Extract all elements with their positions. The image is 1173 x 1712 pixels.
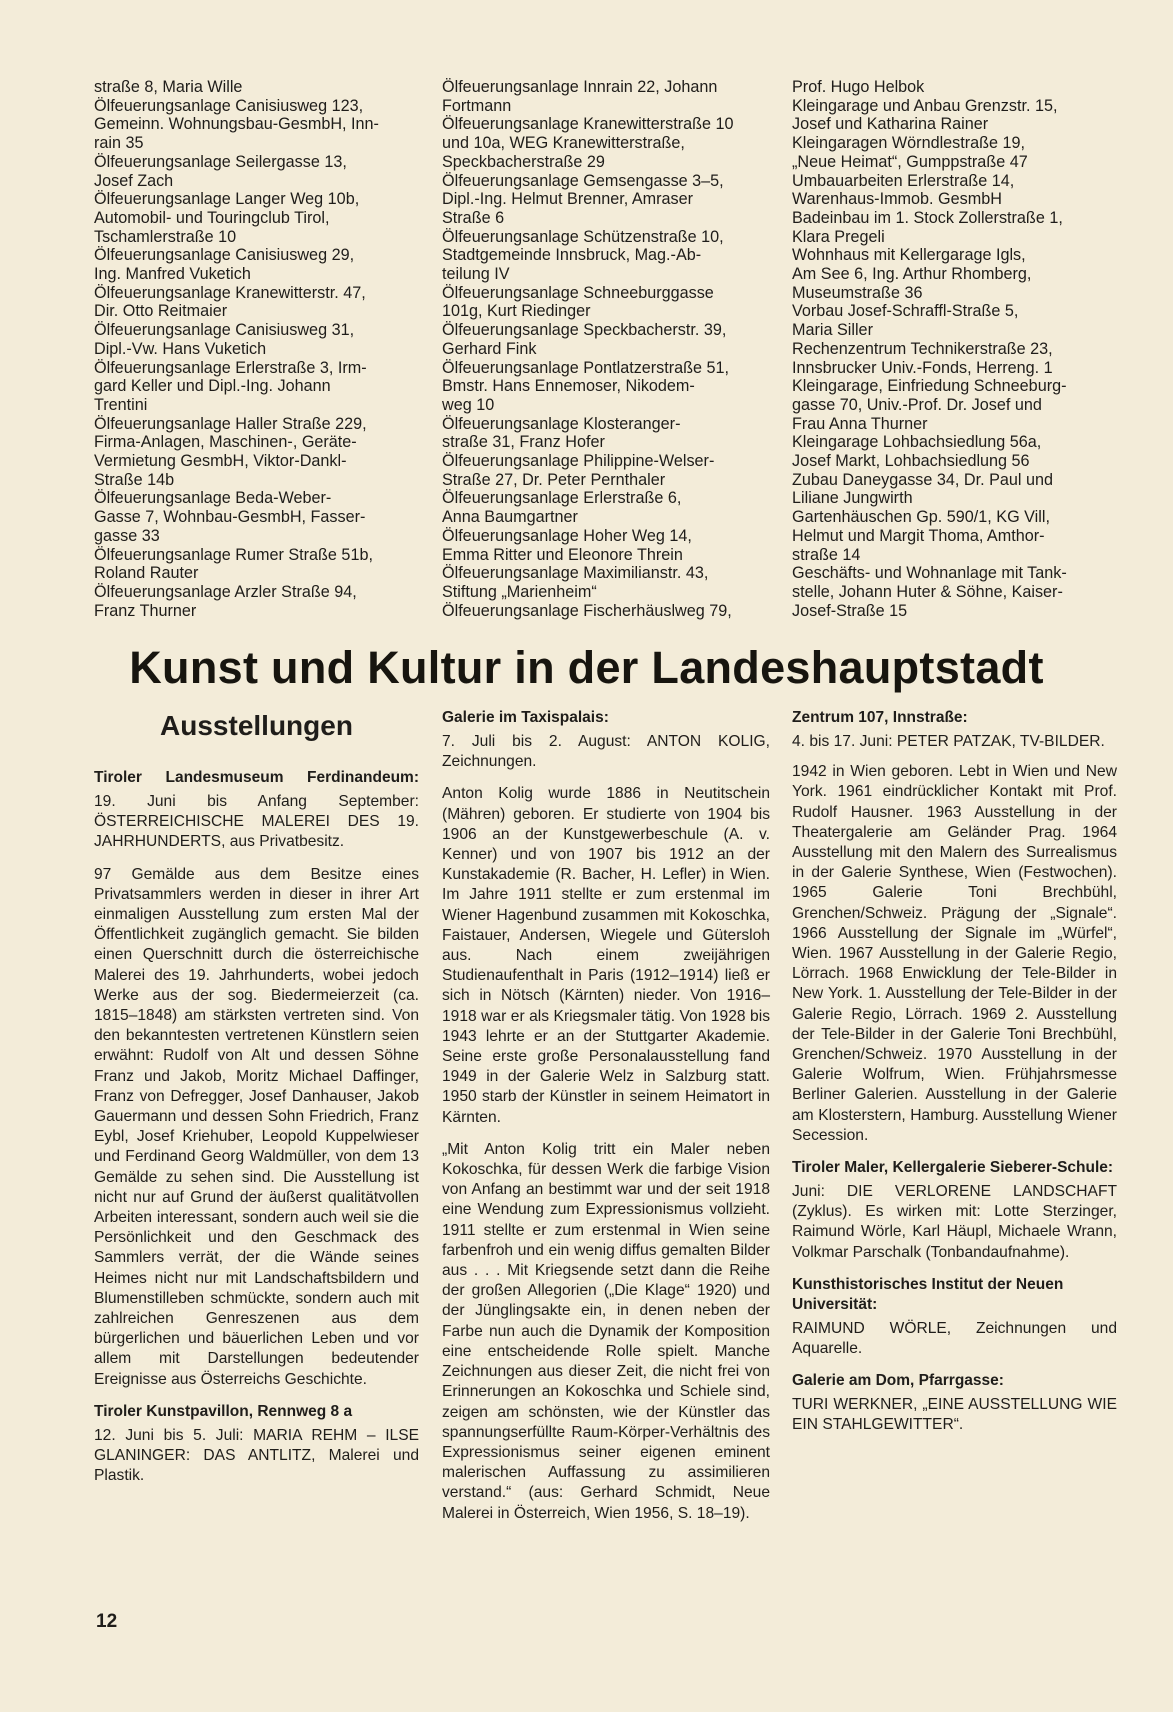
list-line: Kleingaragen Wörndlestraße 19, [792,134,1026,153]
list-line: Liliane Jungwirth [792,489,913,508]
list-line: Gemeinn. Wohnungsbau-GesmbH, Inn- [94,115,379,134]
list-line: Rechenzentrum Technikerstraße 23, [792,339,1053,358]
list-line: Ölfeuerungsanlage Erlerstraße 6, [442,489,682,508]
list-line: Stadtgemeinde Innsbruck, Mag.-Ab- [442,246,702,265]
list-line: Firma-Anlagen, Maschinen-, Geräte- [94,433,357,452]
list-line: Kleingarage, Einfriedung Schneeburg- [792,377,1067,396]
list-line: Dipl.-Vw. Hans Vuketich [94,339,267,358]
list-line: Ölfeuerungsanlage Langer Weg 10b, [94,190,360,209]
list-line: weg 10 [442,395,495,414]
list-line: Kleingarage und Anbau Grenzstr. 15, [792,96,1058,115]
list-line: Zubau Daneygasse 34, Dr. Paul und [792,470,1053,489]
list-line: Ölfeuerungsanlage Canisiusweg 123, [94,96,364,115]
list-line: Ölfeuerungsanlage Innrain 22, Johann [442,78,718,96]
zentrum-heading: Zentrum 107, Innstraße: [792,709,968,726]
list-line: Ölfeuerungsanlage Speckbacherstr. 39, [442,321,727,340]
list-line: Helmut und Margit Thoma, Amthor- [792,526,1045,545]
list-line: Trentini [94,395,148,414]
article-column-1 [94,708,419,1497]
list-line: gasse 33 [94,526,160,545]
kunstpavillon-body: 12. Juni bis 5. Juli: MARIA REHM – ILSE GLANINGER: DAS ANTLITZ, Malerei und Plastik. [94,1426,419,1485]
page-number: 12 [96,1611,118,1632]
list-line: Josef Zach [94,171,174,190]
list-line: Vorbau Josef-Schraffl-Straße 5, [792,302,1019,321]
kellergalerie-heading: Tiroler Maler, Kellergalerie Sieberer-Schule: [792,1159,1114,1177]
list-line: Ölfeuerungsanlage Canisiusweg 31, [94,321,355,340]
list-line: Ing. Manfred Vuketich [94,265,251,284]
list-line: Am See 6, Ing. Arthur Rhomberg, [792,265,1032,284]
list-line: Ölfeuerungsanlage Beda-Weber- [94,489,332,508]
list-line: Frau Anna Thurner [792,414,928,433]
list-line: Dir. Otto Reitmaier [94,302,228,321]
list-line: 101g, Kurt Riedinger [442,302,591,321]
list-line: Badeinbau im 1. Stock Zollerstraße 1, [792,208,1063,227]
list-line: Tschamlerstraße 10 [94,227,237,246]
list-line: Straße 27, Dr. Peter Pernthaler [442,470,666,489]
list-line: Museumstraße 36 [792,283,923,302]
list-line: Innsbrucker Univ.-Fonds, Herreng. 1 [792,358,1053,377]
list-line: gard Keller und Dipl.-Ing. Johann [94,377,331,396]
list-line: Josef-Straße 15 [792,601,908,620]
list-line: Prof. Hugo Helbok [792,78,925,96]
list-line: Dipl.-Ing. Helmut Brenner, Amraser [442,190,693,209]
list-line: stelle, Johann Huter & Söhne, Kaiser- [792,582,1063,601]
list-line: Roland Rauter [94,564,199,583]
list-line: Warenhaus-Immob. GesmbH [792,190,1002,209]
list-line: Maria Siller [792,321,873,340]
list-line: rain 35 [94,134,144,153]
list-line: Ölfeuerungsanlage Kranewitterstraße 10 [442,115,734,134]
list-line: Ölfeuerungsanlage Pontlatzerstraße 51, [442,358,730,377]
list-line: Vermietung GesmbH, Viktor-Dankl- [94,452,347,471]
list-line: Speckbacherstraße 29 [442,152,605,171]
list-column-3 [792,78,1142,620]
list-line: Bmstr. Hans Ennemoser, Nikodem- [442,377,695,396]
kellergalerie-body: Juni: DIE VERLORENE LANDSCHAFT (Zyklus). Es wirken mit: Lotte Sterzinger, Raimund Wörle, Karl Häupl, Michaele Wrann, Volkmar Parschalk (Tonbandaufnahme). [792,1183,1117,1261]
list-line: Ölfeuerungsanlage Erlerstraße 3, Irm- [94,358,367,377]
article-column-3 [792,708,1117,1446]
taxispalais-heading: Galerie im Taxispalais: [442,709,609,726]
list-line: Gasse 7, Wohnbau-GesmbH, Fasser- [94,508,366,527]
kunstpavillon-heading: Tiroler Kunstpavillon, Rennweg 8 a [94,1402,353,1420]
list-line: straße 31, Franz Hofer [442,433,605,452]
list-line: Ölfeuerungsanlage Seilergasse 13, [94,152,347,171]
list-line: straße 14 [792,545,861,564]
list-line: Ölfeuerungsanlage Schneeburggasse [442,283,714,302]
landesmuseum-heading: Tiroler Landesmuseum Ferdinandeum: [94,769,419,786]
list-line: Ölfeuerungsanlage Maximilianstr. 43, [442,564,709,583]
list-line: Ölfeuerungsanlage Arzler Straße 94, [94,582,357,601]
taxispalais-body-1: Anton Kolig wurde 1886 in Neutitschein (Mähren) geboren. Er studierte von 1904 bis 1906 an der Kunstgewerbeschule (A. v. Kenner) und von 1907 bis 1912 an der Kunstakademie (R. Bacher, H. Lefler) in Wien. Im Jahre 1911 stellte er zum erstenmal im Wiener Hagenbund zusammen mit Kokoschka, Faistauer, Andersen, Wiegele und Gütersloh aus. Nach einem zweijährigen Studienaufenthalt in Paris (1912–1914) ließ er sich in Nötsch (Kärnten) nieder. Von 1916–1918 war er als Kriegsmaler tätig. Von 1928 bis 1943 lehrte er an der Stuttgarter Akademie. Seine erste große Personalausstellung fand 1949 in der Galerie Welz in Salzburg statt. 1950 starb der Künstler in seinem Heimatort in Kärnten. [442,785,770,1126]
zentrum-body: 1942 in Wien geboren. Lebt in Wien und New York. 1961 eindrücklicher Kontakt mit Prof. Rudolf Hausner. 1963 Ausstellung in der Theatergalerie am Geländer Prag. 1964 Ausstellung mit den Malern des Surrealismus in der Galerie Synthese, Wien (Festwochen). 1965 Galerie Toni Brechbühl, Grenchen/Schweiz. Prägung der „Signale“. 1966 Ausstellung der Signale im „Würfel“, Wien. 1967 Ausstellung in der Galerie Regio, Lörrach. 1968 Enwicklung der Tele-Bilder in New York. 1. Ausstellung der Tele-Bilder in der Galerie Regio, Lörrach. 1969 2. Ausstellung der Tele-Bilder in der Galerie Toni Brechbühl, Grenchen/Schweiz. 1970 Ausstellung in der Galerie Wolfrum, Wien. Frühjahrsmesse Berliner Galerien. Ausstellung in der Galerie am Klosterstern, Hamburg. Ausstellung Wiener Secession. [792,763,1117,1144]
dom-body: TURI WERKNER, „EINE AUSSTELLUNG WIE EIN STAHLGEWITTER“. [792,1396,1117,1434]
list-line: Ölfeuerungsanlage Haller Straße 229, [94,414,367,433]
list-line: Ölfeuerungsanlage Gemsengasse 3–5, [442,171,724,190]
taxispalais-body-2: „Mit Anton Kolig tritt ein Maler neben Kokoschka, für dessen Werk die farbige Vision von Anfang an bestimmt war und der seit 1918 eine Wendung zum Expressionismus vollzieht. 1911 stellte er zum erstenmal in Wien seine farbenfroh und ein wenig diffus gemalten Bilder aus . . . Mit Kriegsende setzt dann die Reihe der großen Allegorien („Die Klage“ 1920) und der Jünglingsakte ein, in denen neben der Farbe nun auch die Dynamik der Komposition eine entscheidende Rolle spielt. Manche Zeichnungen aus dieser Zeit, die nicht frei von Erinnerungen an Kokoschka und Schiele sind, zeigen am schönsten, wie der Künstler das spannungserfüllte Raum-Körper-Verhältnis des Expressionismus seiner eigenen eminent malerischen Auffassung zu assimilieren verstand.“ (aus: Gerhard Schmidt, Neue Malerei in Österreich, Wien 1956, S. 18–19). [442,1140,770,1522]
list-line: Ölfeuerungsanlage Kranewitterstr. 47, [94,283,366,302]
list-line: Ölfeuerungsanlage Hoher Weg 14, [442,526,692,545]
list-line: gasse 70, Univ.-Prof. Dr. Josef und [792,395,1042,414]
list-line: Anna Baumgartner [442,508,578,527]
section-heading: Ausstellungen [160,710,353,741]
list-line: Straße 6 [442,208,505,227]
list-line: Stiftung „Marienheim“ [442,582,597,601]
list-line: Emma Ritter und Eleonore Threin [442,545,683,564]
list-line: Gartenhäuschen Gp. 590/1, KG Vill, [792,508,1050,527]
list-line: Ölfeuerungsanlage Schützenstraße 10, [442,227,724,246]
list-line: Kleingarage Lohbachsiedlung 56a, [792,433,1042,452]
list-line: Ölfeuerungsanlage Klosteranger- [442,414,681,433]
landesmuseum-body: 97 Gemälde aus dem Besitze eines Privatsammlers werden in dieser in ihrer Art einmaligen Ausstellung zum ersten Mal der Öffentlichkeit zugänglich gemacht. Sie bilden einen Querschnitt durch die österreichische Malerei des 19. Jahrhunderts, wobei jedoch Werke aus der sog. Biedermeierzeit (ca. 1815–1848) am stärksten vertreten sind. Von den bekanntesten vertretenen Künstlern seien erwähnt: Rudolf von Alt und dessen Söhne Franz und Jakob, Moritz Michael Daffinger, Franz von Defregger, Josef Danhauser, Jakob Gauermann und dessen Sohn Friedrich, Franz Eybl, Josef Kriehuber, Leopold Kuppelwieser und Ferdinand Georg Waldmüller, von dem 13 Gemälde zu sehen sind. Die Ausstellung ist nicht nur auf Grund der äußerst qualitätvollen Arbeiten interessant, sondern auch weil sie die Persönlichkeit und den Geschmack des Sammlers verrät, der die Wände seines Heimes nicht nur mit Landschaftsbildern und Blumenstilleben schmückte, sondern auch mit zahlreichen Genreszenen aus dem bürgerlichen und bäuerlichen Leben und vor allem mit Darstellungen bedeutender Ereignisse aus Österreichs Geschichte. [94,865,419,1388]
kunsthistorisches-heading: Kunsthistorisches Institut der Neuen Universität: [792,1275,1064,1313]
list-line: Ölfeuerungsanlage Rumer Straße 51b, [94,545,373,564]
list-line: Umbauarbeiten Erlerstraße 14, [792,171,1015,190]
list-line: Automobil- und Touringclub Tirol, [94,208,330,227]
list-column-1 [94,78,424,620]
list-line: und 10a, WEG Kranewitterstraße, [442,134,685,153]
list-line: Josef Markt, Lohbachsiedlung 56 [792,452,1030,471]
list-line: Straße 14b [94,470,175,489]
list-line: teilung IV [442,265,510,284]
list-line: Geschäfts- und Wohnanlage mit Tank- [792,564,1067,583]
article-column-2 [442,708,770,1534]
list-line: Gerhard Fink [442,339,537,358]
list-line: Ölfeuerungsanlage Philippine-Welser- [442,452,715,471]
kunsthistorisches-body: RAIMUND WÖRLE, Zeichnungen und Aquarelle. [792,1319,1117,1358]
list-line: „Neue Heimat“, Gumppstraße 47 [792,152,1028,171]
list-line: Ölfeuerungsanlage Canisiusweg 29, [94,246,355,265]
list-line: Josef und Katharina Rainer [792,115,989,134]
list-line: Fortmann [442,96,512,115]
list-line: Ölfeuerungsanlage Fischerhäuslweg 79, [442,601,732,620]
list-line: straße 8, Maria Wille [94,78,243,96]
dom-heading: Galerie am Dom, Pfarrgasse: [792,1372,1004,1390]
zentrum-dates: 4. bis 17. Juni: PETER PATZAK, TV-BILDER. [792,733,1105,750]
article-title: Kunst und Kultur in der Landeshauptstadt [129,642,1044,693]
landesmuseum-dates: 19. Juni bis Anfang September: ÖSTERREICHISCHE MALEREI DES 19. JAHRHUNDERTS, aus Privatbesitz. [94,793,419,851]
taxispalais-dates: 7. Juli bis 2. August: ANTON KOLIG, Zeichnungen. [442,733,770,771]
list-line: Wohnhaus mit Kellergarage Igls, [792,246,1026,265]
list-column-2 [442,78,782,620]
list-line: Klara Pregeli [792,227,885,246]
list-line: Franz Thurner [94,601,197,620]
